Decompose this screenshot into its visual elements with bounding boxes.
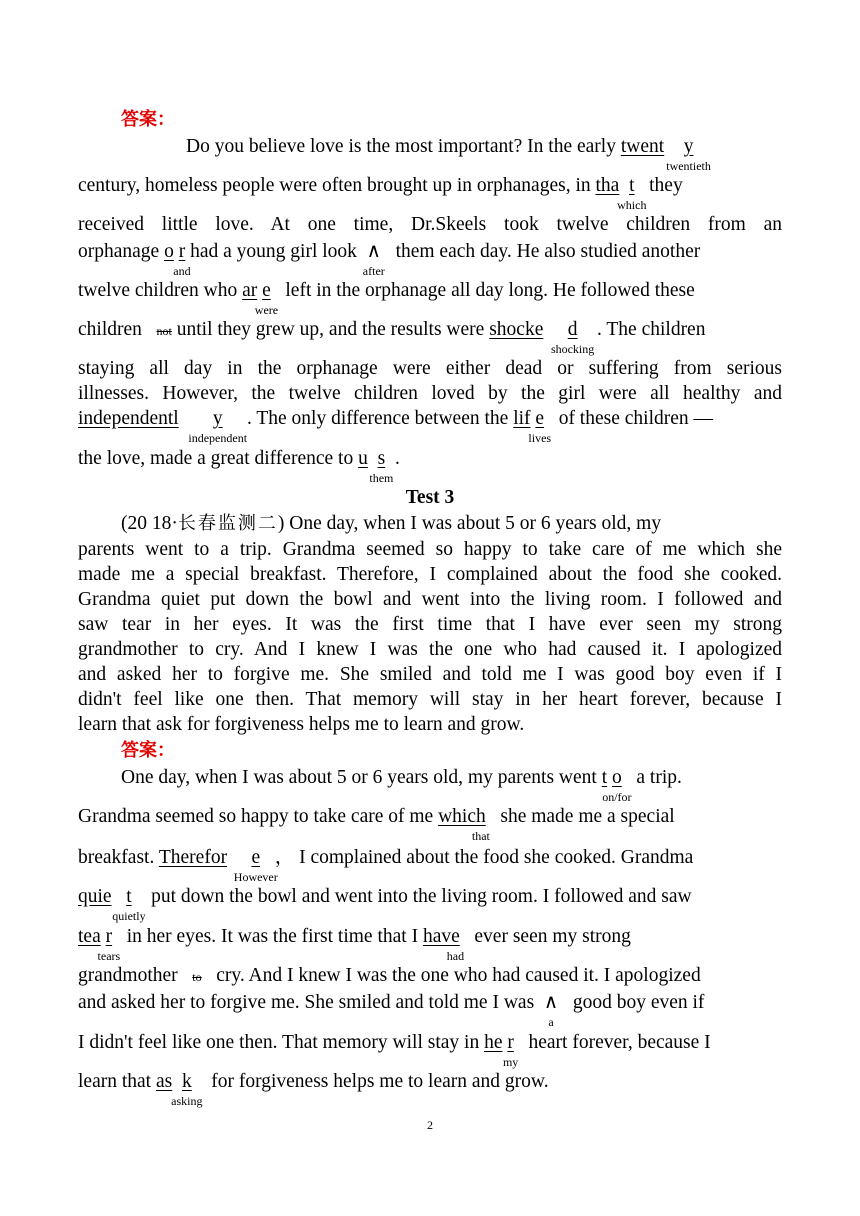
answer-label-1: 答案： bbox=[121, 109, 175, 130]
s1-line-3: received little love. At one time, Dr.Skeels took twelve children from an bbox=[78, 214, 782, 235]
correction: e lives bbox=[528, 408, 552, 445]
deletion-mark: to bbox=[192, 970, 202, 984]
insertion-mark: ∧ a bbox=[543, 992, 559, 1029]
s1-line-10: the love, made a great difference to u s them . bbox=[78, 448, 400, 485]
a-line-2: Grandma seemed so happy to take care of me which that she made me a special bbox=[78, 806, 675, 843]
deletion-mark: not bbox=[156, 324, 172, 338]
correction: k asking bbox=[171, 1071, 203, 1108]
a-line-9: learn that as k asking for forgiveness helps me to learn and grow. bbox=[78, 1071, 549, 1108]
q-line-4: Grandma quiet put down the bowl and went into the living room. I followed and bbox=[78, 589, 782, 610]
a-line-4: quie t quietly put down the bowl and went into the living room. I followed and saw bbox=[78, 886, 692, 923]
page-number: 2 bbox=[427, 1118, 433, 1132]
s1-line-8: illnesses. However, the twelve children loved by the girl were all healthy and bbox=[78, 383, 782, 404]
correction: y independent bbox=[188, 408, 248, 445]
answer-label-2: 答案： bbox=[121, 740, 175, 761]
q-line-3: made me a special breakfast. Therefore, I complained about the food she cooked. bbox=[78, 564, 782, 585]
s1-line-6: children not until they grew up, and the results were shocke d shocking . The children bbox=[78, 319, 706, 356]
s1-line-2: century, homeless people were often brought up in orphanages, in tha t which they bbox=[78, 175, 683, 212]
a-line-8: I didn't feel like one then. That memory will stay in he r my heart forever, because I bbox=[78, 1032, 711, 1069]
correction: h that bbox=[471, 806, 490, 843]
s1-line-7: staying all day in the orphanage were either dead or suffering from serious bbox=[78, 358, 782, 379]
correction: r my bbox=[502, 1032, 519, 1069]
s1-line-5: twelve children who ar e were left in the orphanage all day long. He followed these bbox=[78, 280, 695, 317]
s1-line-1: Do you believe love is the most important? In the early twent y twentieth bbox=[186, 136, 711, 173]
q-line-2: parents went to a trip. Grandma seemed so happy to take care of me which she bbox=[78, 539, 782, 560]
q-line-8: didn't feel like one then. That memory will stay in her heart forever, because I bbox=[78, 689, 782, 710]
correction: s them bbox=[369, 448, 394, 485]
correction: d shocking bbox=[550, 319, 595, 356]
q-line-7: and asked her to forgive me. She smiled and told me I was good boy even if I bbox=[78, 664, 782, 685]
s1-line-4: orphanage o r and had a young girl look ∧ after them each day. He also studied another bbox=[78, 241, 701, 278]
a-line-6: grandmother to cry. And I knew I was the one who had caused it. I apologized bbox=[78, 965, 701, 986]
q-line-1: (20 18·长春监测二) One day, when I was about 5 or 6 years old, my bbox=[121, 513, 662, 534]
correction: t quietly bbox=[112, 886, 146, 923]
correction: y twentieth bbox=[666, 136, 711, 173]
a-line-1: One day, when I was about 5 or 6 years old, my parents went t o on/for a trip. bbox=[121, 767, 682, 804]
correction: e were bbox=[254, 280, 279, 317]
test-heading: Test 3 bbox=[405, 487, 455, 508]
correction: t which bbox=[617, 175, 647, 212]
q-line-6: grandmother to cry. And I knew I was the one who had caused it. I apologized bbox=[78, 639, 782, 660]
a-line-3: breakfast. Therefor e However ， I complained about the food she cooked. Grandma bbox=[78, 847, 694, 884]
s1-line-9: independentl y independent . The only difference between the lif e lives of these children — bbox=[78, 408, 714, 445]
q-line-5: saw tear in her eyes. It was the first time that I have ever seen my strong bbox=[78, 614, 782, 635]
correction: e had bbox=[446, 926, 465, 963]
correction: e However bbox=[233, 847, 278, 884]
correction: r and bbox=[173, 241, 191, 278]
correction: r tears bbox=[97, 926, 121, 963]
q-line-9: learn that ask for forgiveness helps me to learn and grow. bbox=[78, 714, 525, 735]
a-line-7: and asked her to forgive me. She smiled and told me I was ∧ a good boy even if bbox=[78, 992, 705, 1029]
a-line-5: tea r tears in her eyes. It was the first time that I have had ever seen my strong bbox=[78, 926, 631, 963]
correction: o on/for bbox=[602, 767, 632, 804]
insertion-mark: ∧ after bbox=[362, 241, 385, 278]
